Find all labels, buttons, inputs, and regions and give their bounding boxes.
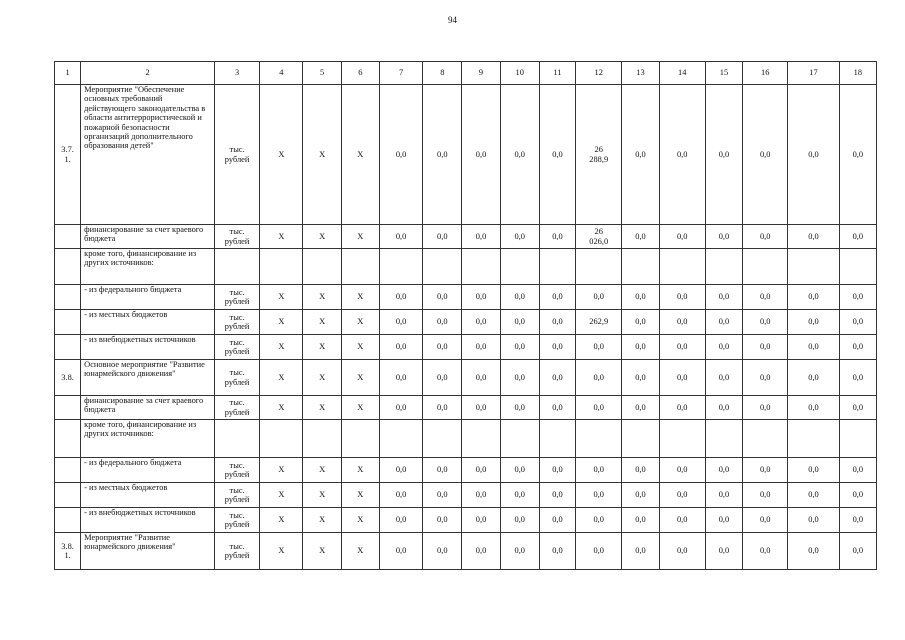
value-cell: 0,0 bbox=[743, 396, 788, 420]
cell-col4: X bbox=[260, 335, 303, 360]
cell-col6: X bbox=[341, 396, 379, 420]
value-cell: 0,0 bbox=[659, 533, 705, 570]
value-cell: 0,0 bbox=[705, 85, 742, 225]
value-cell: 0,0 bbox=[622, 85, 659, 225]
row-unit: тыс. рублей bbox=[214, 396, 259, 420]
value-cell: 0,0 bbox=[659, 396, 705, 420]
row-unit: тыс. рублей bbox=[214, 458, 259, 483]
value-cell: 0,0 bbox=[788, 335, 839, 360]
value-cell: 0,0 bbox=[462, 508, 500, 533]
value-cell: 0,0 bbox=[788, 483, 839, 508]
value-cell: 0,0 bbox=[743, 335, 788, 360]
value-cell: 0,0 bbox=[423, 533, 462, 570]
row-unit: тыс. рублей bbox=[214, 335, 259, 360]
value-cell: 0,0 bbox=[788, 85, 839, 225]
cell-col6: X bbox=[341, 360, 379, 396]
value-cell: 0,0 bbox=[743, 508, 788, 533]
value-cell: 0,0 bbox=[500, 458, 539, 483]
column-header: 16 bbox=[743, 62, 788, 85]
value-cell: 0,0 bbox=[705, 335, 742, 360]
value-cell: 0,0 bbox=[539, 483, 575, 508]
value-cell: 0,0 bbox=[839, 396, 876, 420]
row-unit: тыс. рублей bbox=[214, 508, 259, 533]
value-cell: 0,0 bbox=[500, 360, 539, 396]
column-header: 7 bbox=[379, 62, 422, 85]
column-header: 3 bbox=[214, 62, 259, 85]
row-description: - из внебюджетных источников bbox=[81, 508, 215, 533]
value-cell: 0,0 bbox=[423, 335, 462, 360]
column-header: 9 bbox=[462, 62, 500, 85]
row-number bbox=[55, 458, 81, 483]
cell-col4: X bbox=[260, 533, 303, 570]
value-cell: 0,0 bbox=[705, 310, 742, 335]
row-unit bbox=[214, 249, 259, 285]
value-cell: 0,0 bbox=[839, 85, 876, 225]
cell-col5: X bbox=[303, 85, 341, 225]
value-cell bbox=[705, 249, 742, 285]
value-cell: 0,0 bbox=[379, 285, 422, 310]
row-description: - из внебюджетных источников bbox=[81, 335, 215, 360]
cell-col4: X bbox=[260, 458, 303, 483]
row-description: Мероприятие "Развитие юнармейского движения" bbox=[81, 533, 215, 570]
value-cell: 0,0 bbox=[462, 310, 500, 335]
value-cell: 0,0 bbox=[622, 335, 659, 360]
cell-col4: X bbox=[260, 360, 303, 396]
value-cell: 0,0 bbox=[659, 335, 705, 360]
row-number: 3.8. 1. bbox=[55, 533, 81, 570]
value-cell: 0,0 bbox=[500, 483, 539, 508]
value-cell: 0,0 bbox=[576, 533, 622, 570]
value-cell: 0,0 bbox=[659, 360, 705, 396]
row-number bbox=[55, 335, 81, 360]
table-row bbox=[55, 533, 877, 570]
value-cell: 0,0 bbox=[788, 225, 839, 249]
row-description: - из федерального бюджета bbox=[81, 285, 215, 310]
cell-col6: X bbox=[341, 458, 379, 483]
value-cell: 0,0 bbox=[839, 483, 876, 508]
value-cell: 0,0 bbox=[576, 396, 622, 420]
value-cell: 0,0 bbox=[500, 225, 539, 249]
value-cell bbox=[462, 249, 500, 285]
value-cell bbox=[423, 420, 462, 458]
cell-col6: X bbox=[341, 225, 379, 249]
cell-col6: X bbox=[341, 335, 379, 360]
value-cell: 0,0 bbox=[462, 285, 500, 310]
table-row bbox=[55, 420, 877, 458]
value-cell bbox=[379, 249, 422, 285]
value-cell: 0,0 bbox=[705, 285, 742, 310]
value-cell bbox=[576, 420, 622, 458]
value-cell: 0,0 bbox=[379, 85, 422, 225]
table-row bbox=[55, 225, 877, 249]
row-unit: тыс. рублей bbox=[214, 483, 259, 508]
page-number: 94 bbox=[448, 15, 457, 25]
row-description: кроме того, финансирование из других источников: bbox=[81, 249, 215, 285]
value-cell: 0,0 bbox=[743, 85, 788, 225]
value-cell bbox=[839, 249, 876, 285]
column-header: 11 bbox=[539, 62, 575, 85]
value-cell: 0,0 bbox=[462, 396, 500, 420]
column-header: 15 bbox=[705, 62, 742, 85]
row-unit: тыс. рублей bbox=[214, 533, 259, 570]
column-header: 10 bbox=[500, 62, 539, 85]
value-cell bbox=[659, 249, 705, 285]
value-cell: 0,0 bbox=[539, 458, 575, 483]
value-cell: 0,0 bbox=[576, 285, 622, 310]
row-number: 3.8. bbox=[55, 360, 81, 396]
row-description: Основное мероприятие "Развитие юнармейского движения" bbox=[81, 360, 215, 396]
value-cell: 0,0 bbox=[423, 360, 462, 396]
row-unit: тыс. рублей bbox=[214, 285, 259, 310]
value-cell: 0,0 bbox=[743, 360, 788, 396]
row-description: кроме того, финансирование из других источников: bbox=[81, 420, 215, 458]
row-description: финансирование за счет краевого бюджета bbox=[81, 225, 215, 249]
cell-col6 bbox=[341, 420, 379, 458]
table-row bbox=[55, 85, 877, 225]
value-cell: 0,0 bbox=[576, 335, 622, 360]
value-cell: 0,0 bbox=[539, 533, 575, 570]
value-cell: 0,0 bbox=[788, 533, 839, 570]
value-cell: 0,0 bbox=[539, 508, 575, 533]
value-cell bbox=[705, 420, 742, 458]
value-cell bbox=[788, 249, 839, 285]
value-cell: 0,0 bbox=[839, 285, 876, 310]
value-cell bbox=[500, 249, 539, 285]
value-cell: 0,0 bbox=[743, 310, 788, 335]
cell-col4: X bbox=[260, 310, 303, 335]
cell-col5: X bbox=[303, 483, 341, 508]
value-cell: 0,0 bbox=[423, 396, 462, 420]
value-cell: 0,0 bbox=[659, 285, 705, 310]
row-unit: тыс. рублей bbox=[214, 310, 259, 335]
cell-col4: X bbox=[260, 508, 303, 533]
cell-col4: X bbox=[260, 225, 303, 249]
value-cell bbox=[379, 420, 422, 458]
value-cell: 0,0 bbox=[423, 285, 462, 310]
row-unit: тыс. рублей bbox=[214, 225, 259, 249]
value-cell: 0,0 bbox=[462, 533, 500, 570]
value-cell bbox=[500, 420, 539, 458]
value-cell: 0,0 bbox=[788, 310, 839, 335]
row-number bbox=[55, 225, 81, 249]
value-cell: 0,0 bbox=[462, 335, 500, 360]
column-header: 12 bbox=[576, 62, 622, 85]
row-description: финансирование за счет краевого бюджета bbox=[81, 396, 215, 420]
row-number: 3.7. 1. bbox=[55, 85, 81, 225]
row-unit bbox=[214, 420, 259, 458]
value-cell bbox=[839, 420, 876, 458]
value-cell: 0,0 bbox=[622, 285, 659, 310]
value-cell: 0,0 bbox=[705, 360, 742, 396]
value-cell: 0,0 bbox=[743, 458, 788, 483]
cell-col5: X bbox=[303, 533, 341, 570]
value-cell: 0,0 bbox=[839, 310, 876, 335]
column-header: 8 bbox=[423, 62, 462, 85]
value-cell: 0,0 bbox=[705, 508, 742, 533]
value-cell: 0,0 bbox=[576, 458, 622, 483]
value-cell: 0,0 bbox=[462, 360, 500, 396]
table-row bbox=[55, 396, 877, 420]
value-cell: 0,0 bbox=[539, 225, 575, 249]
value-cell: 0,0 bbox=[705, 483, 742, 508]
value-cell: 0,0 bbox=[379, 533, 422, 570]
value-cell: 0,0 bbox=[705, 225, 742, 249]
value-cell: 0,0 bbox=[705, 533, 742, 570]
table-row bbox=[55, 483, 877, 508]
value-cell: 0,0 bbox=[576, 360, 622, 396]
value-cell: 0,0 bbox=[423, 483, 462, 508]
table-row bbox=[55, 335, 877, 360]
cell-col5 bbox=[303, 249, 341, 285]
column-header: 14 bbox=[659, 62, 705, 85]
row-number bbox=[55, 285, 81, 310]
value-cell: 0,0 bbox=[622, 396, 659, 420]
value-cell: 0,0 bbox=[423, 310, 462, 335]
table-body bbox=[55, 62, 877, 570]
value-cell: 0,0 bbox=[622, 483, 659, 508]
row-description: - из местных бюджетов bbox=[81, 310, 215, 335]
cell-col5: X bbox=[303, 396, 341, 420]
value-cell: 0,0 bbox=[379, 310, 422, 335]
value-cell: 0,0 bbox=[462, 458, 500, 483]
value-cell: 0,0 bbox=[539, 85, 575, 225]
value-cell: 0,0 bbox=[423, 508, 462, 533]
value-cell: 0,0 bbox=[462, 483, 500, 508]
value-cell: 262,9 bbox=[576, 310, 622, 335]
value-cell: 0,0 bbox=[659, 310, 705, 335]
table-row bbox=[55, 360, 877, 396]
value-cell: 0,0 bbox=[379, 483, 422, 508]
cell-col6: X bbox=[341, 533, 379, 570]
value-cell: 0,0 bbox=[659, 225, 705, 249]
value-cell: 0,0 bbox=[379, 335, 422, 360]
value-cell bbox=[659, 420, 705, 458]
value-cell: 0,0 bbox=[839, 360, 876, 396]
cell-col5: X bbox=[303, 335, 341, 360]
value-cell bbox=[743, 420, 788, 458]
value-cell: 0,0 bbox=[705, 458, 742, 483]
value-cell: 0,0 bbox=[379, 396, 422, 420]
value-cell: 0,0 bbox=[743, 533, 788, 570]
row-description: Мероприятие "Обеспечение основных требований действующего законодательства в области антитеррористической и пожарной безопасности организаций дополнительного образования детей" bbox=[81, 85, 215, 225]
value-cell: 0,0 bbox=[622, 458, 659, 483]
value-cell: 0,0 bbox=[743, 483, 788, 508]
row-unit: тыс. рублей bbox=[214, 85, 259, 225]
value-cell: 0,0 bbox=[788, 396, 839, 420]
value-cell: 0,0 bbox=[576, 508, 622, 533]
value-cell: 26 288,9 bbox=[576, 85, 622, 225]
row-description: - из местных бюджетов bbox=[81, 483, 215, 508]
value-cell: 0,0 bbox=[622, 225, 659, 249]
value-cell: 0,0 bbox=[423, 458, 462, 483]
cell-col6: X bbox=[341, 310, 379, 335]
value-cell: 0,0 bbox=[743, 285, 788, 310]
row-unit: тыс. рублей bbox=[214, 360, 259, 396]
row-number bbox=[55, 420, 81, 458]
column-header: 13 bbox=[622, 62, 659, 85]
table-row bbox=[55, 508, 877, 533]
value-cell: 0,0 bbox=[462, 85, 500, 225]
value-cell: 0,0 bbox=[839, 225, 876, 249]
row-number bbox=[55, 249, 81, 285]
value-cell: 0,0 bbox=[500, 396, 539, 420]
row-number bbox=[55, 508, 81, 533]
cell-col4: X bbox=[260, 85, 303, 225]
value-cell: 0,0 bbox=[659, 483, 705, 508]
value-cell: 0,0 bbox=[500, 335, 539, 360]
cell-col6: X bbox=[341, 483, 379, 508]
value-cell: 0,0 bbox=[622, 508, 659, 533]
cell-col4: X bbox=[260, 396, 303, 420]
cell-col4: X bbox=[260, 483, 303, 508]
value-cell bbox=[423, 249, 462, 285]
table-row bbox=[55, 310, 877, 335]
value-cell: 0,0 bbox=[539, 360, 575, 396]
value-cell: 0,0 bbox=[379, 225, 422, 249]
cell-col5: X bbox=[303, 508, 341, 533]
value-cell bbox=[539, 420, 575, 458]
value-cell bbox=[539, 249, 575, 285]
value-cell: 0,0 bbox=[500, 310, 539, 335]
value-cell: 0,0 bbox=[788, 285, 839, 310]
value-cell bbox=[622, 420, 659, 458]
value-cell: 0,0 bbox=[622, 533, 659, 570]
value-cell: 0,0 bbox=[659, 85, 705, 225]
column-header: 18 bbox=[839, 62, 876, 85]
value-cell: 0,0 bbox=[423, 225, 462, 249]
column-header: 4 bbox=[260, 62, 303, 85]
value-cell: 0,0 bbox=[576, 483, 622, 508]
value-cell bbox=[743, 249, 788, 285]
value-cell: 0,0 bbox=[839, 508, 876, 533]
value-cell: 0,0 bbox=[622, 310, 659, 335]
row-description: - из федерального бюджета bbox=[81, 458, 215, 483]
value-cell: 0,0 bbox=[839, 335, 876, 360]
value-cell: 0,0 bbox=[500, 533, 539, 570]
cell-col5: X bbox=[303, 285, 341, 310]
value-cell: 0,0 bbox=[500, 85, 539, 225]
value-cell bbox=[462, 420, 500, 458]
budget-table bbox=[54, 61, 877, 570]
cell-col5: X bbox=[303, 225, 341, 249]
value-cell: 26 026,0 bbox=[576, 225, 622, 249]
value-cell: 0,0 bbox=[788, 458, 839, 483]
value-cell: 0,0 bbox=[500, 508, 539, 533]
column-header: 5 bbox=[303, 62, 341, 85]
column-header: 6 bbox=[341, 62, 379, 85]
cell-col5: X bbox=[303, 360, 341, 396]
value-cell: 0,0 bbox=[659, 508, 705, 533]
value-cell: 0,0 bbox=[839, 533, 876, 570]
value-cell: 0,0 bbox=[705, 396, 742, 420]
cell-col4 bbox=[260, 420, 303, 458]
value-cell: 0,0 bbox=[379, 458, 422, 483]
header-row bbox=[55, 62, 877, 85]
value-cell: 0,0 bbox=[539, 396, 575, 420]
value-cell bbox=[788, 420, 839, 458]
cell-col4: X bbox=[260, 285, 303, 310]
value-cell: 0,0 bbox=[462, 225, 500, 249]
value-cell: 0,0 bbox=[539, 285, 575, 310]
cell-col5 bbox=[303, 420, 341, 458]
cell-col6: X bbox=[341, 508, 379, 533]
value-cell: 0,0 bbox=[743, 225, 788, 249]
column-header: 2 bbox=[81, 62, 215, 85]
column-header: 1 bbox=[55, 62, 81, 85]
row-number bbox=[55, 396, 81, 420]
cell-col6 bbox=[341, 249, 379, 285]
value-cell: 0,0 bbox=[423, 85, 462, 225]
row-number bbox=[55, 483, 81, 508]
row-number bbox=[55, 310, 81, 335]
value-cell: 0,0 bbox=[659, 458, 705, 483]
value-cell: 0,0 bbox=[539, 310, 575, 335]
value-cell: 0,0 bbox=[622, 360, 659, 396]
cell-col6: X bbox=[341, 85, 379, 225]
value-cell: 0,0 bbox=[379, 508, 422, 533]
value-cell: 0,0 bbox=[788, 360, 839, 396]
cell-col5: X bbox=[303, 458, 341, 483]
value-cell: 0,0 bbox=[839, 458, 876, 483]
value-cell: 0,0 bbox=[500, 285, 539, 310]
value-cell: 0,0 bbox=[539, 335, 575, 360]
column-header: 17 bbox=[788, 62, 839, 85]
cell-col4 bbox=[260, 249, 303, 285]
value-cell: 0,0 bbox=[788, 508, 839, 533]
table-row bbox=[55, 249, 877, 285]
table-row bbox=[55, 458, 877, 483]
value-cell bbox=[576, 249, 622, 285]
cell-col5: X bbox=[303, 310, 341, 335]
table-row bbox=[55, 285, 877, 310]
cell-col6: X bbox=[341, 285, 379, 310]
value-cell bbox=[622, 249, 659, 285]
value-cell: 0,0 bbox=[379, 360, 422, 396]
